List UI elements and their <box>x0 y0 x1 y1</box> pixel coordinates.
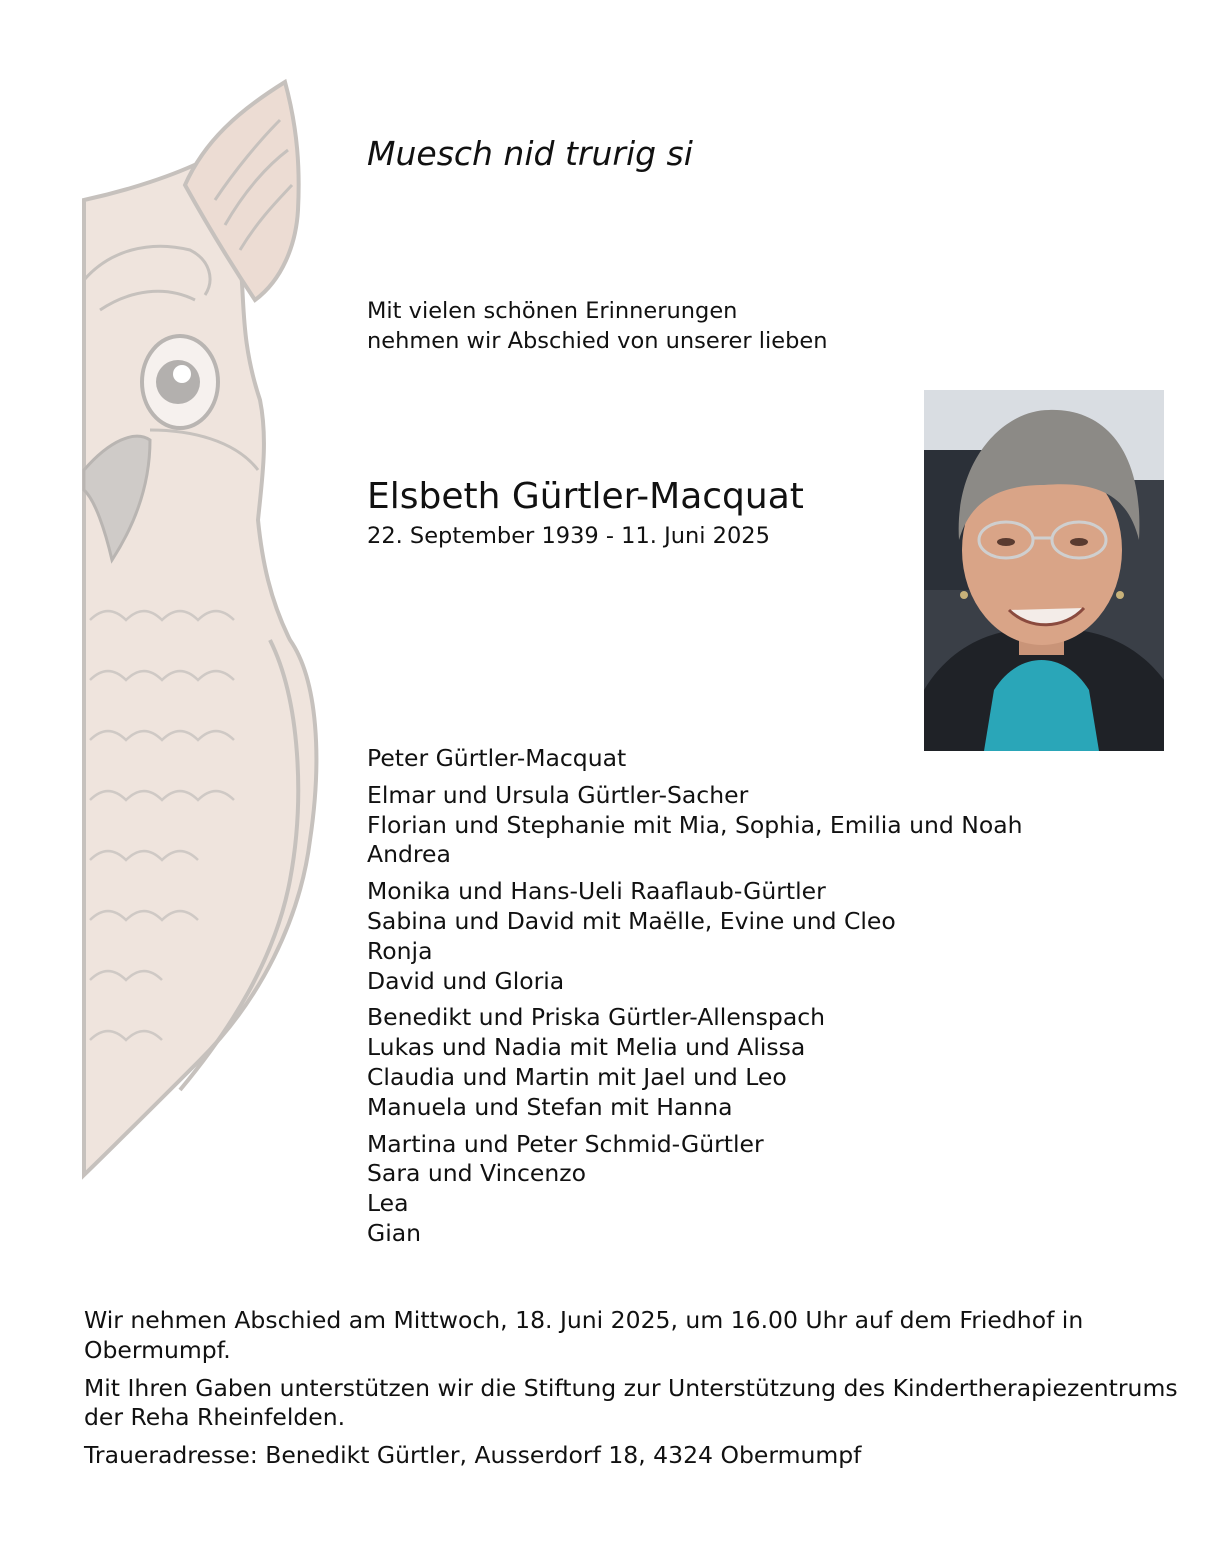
family-list <box>367 744 1023 1256</box>
portrait-photo <box>924 390 1164 751</box>
family-member: Peter Gürtler-Macquat <box>367 744 627 772</box>
family-member: Claudia und Martin mit Jael und Leo <box>367 1062 787 1091</box>
family-member: Sara und Vincenzo <box>367 1159 586 1188</box>
family-group <box>367 744 1023 774</box>
footer-info <box>84 1306 1184 1479</box>
owl-eye-highlight <box>173 365 191 383</box>
donation-notice: Mit Ihren Gaben unterstützen wir die Stiftung zur Unterstützung des Kindertherapiezentrums der Reha Rheinfelden. <box>84 1373 1178 1432</box>
motto: Muesch nid trurig si <box>367 134 693 173</box>
family-member: Andrea <box>367 840 451 869</box>
family-member: Gian <box>367 1218 422 1247</box>
family-member: David und Gloria <box>367 966 565 995</box>
family-group <box>367 1130 1023 1249</box>
family-member: Lea <box>367 1189 409 1218</box>
family-member: Ronja <box>367 936 433 965</box>
owl-illustration <box>0 0 330 1190</box>
family-member: Manuela und Stefan mit Hanna <box>367 1092 733 1121</box>
family-member: Monika und Hans-Ueli Raaflaub-Gürtler <box>367 877 826 906</box>
intro-text <box>367 296 827 356</box>
mourning-address: Traueradresse: Benedikt Gürtler, Ausserdorf 18, 4324 Obermumpf <box>84 1441 862 1470</box>
life-dates: 22. September 1939 - 11. Juni 2025 <box>367 523 770 549</box>
family-group <box>367 1003 1023 1122</box>
family-member: Martina und Peter Schmid-Gürtler <box>367 1129 764 1158</box>
family-member: Lukas und Nadia mit Melia und Alissa <box>367 1033 806 1062</box>
family-member: Benedikt und Priska Gürtler-Allenspach <box>367 1003 826 1032</box>
intro-line: nehmen wir Abschied von unserer lieben <box>367 328 828 354</box>
family-group <box>367 877 1023 996</box>
deceased-name: Elsbeth Gürtler-Macquat <box>367 476 804 517</box>
family-member: Sabina und David mit Maëlle, Evine und Cleo <box>367 906 896 935</box>
family-member: Elmar und Ursula Gürtler-Sacher <box>367 780 749 809</box>
family-group <box>367 781 1023 870</box>
intro-line: Mit vielen schönen Erinnerungen <box>367 298 738 324</box>
family-member: Florian und Stephanie mit Mia, Sophia, Emilia und Noah <box>367 810 1023 839</box>
funeral-notice: Wir nehmen Abschied am Mittwoch, 18. Juni 2025, um 16.00 Uhr auf dem Friedhof in Obermumpf. <box>84 1306 1084 1364</box>
